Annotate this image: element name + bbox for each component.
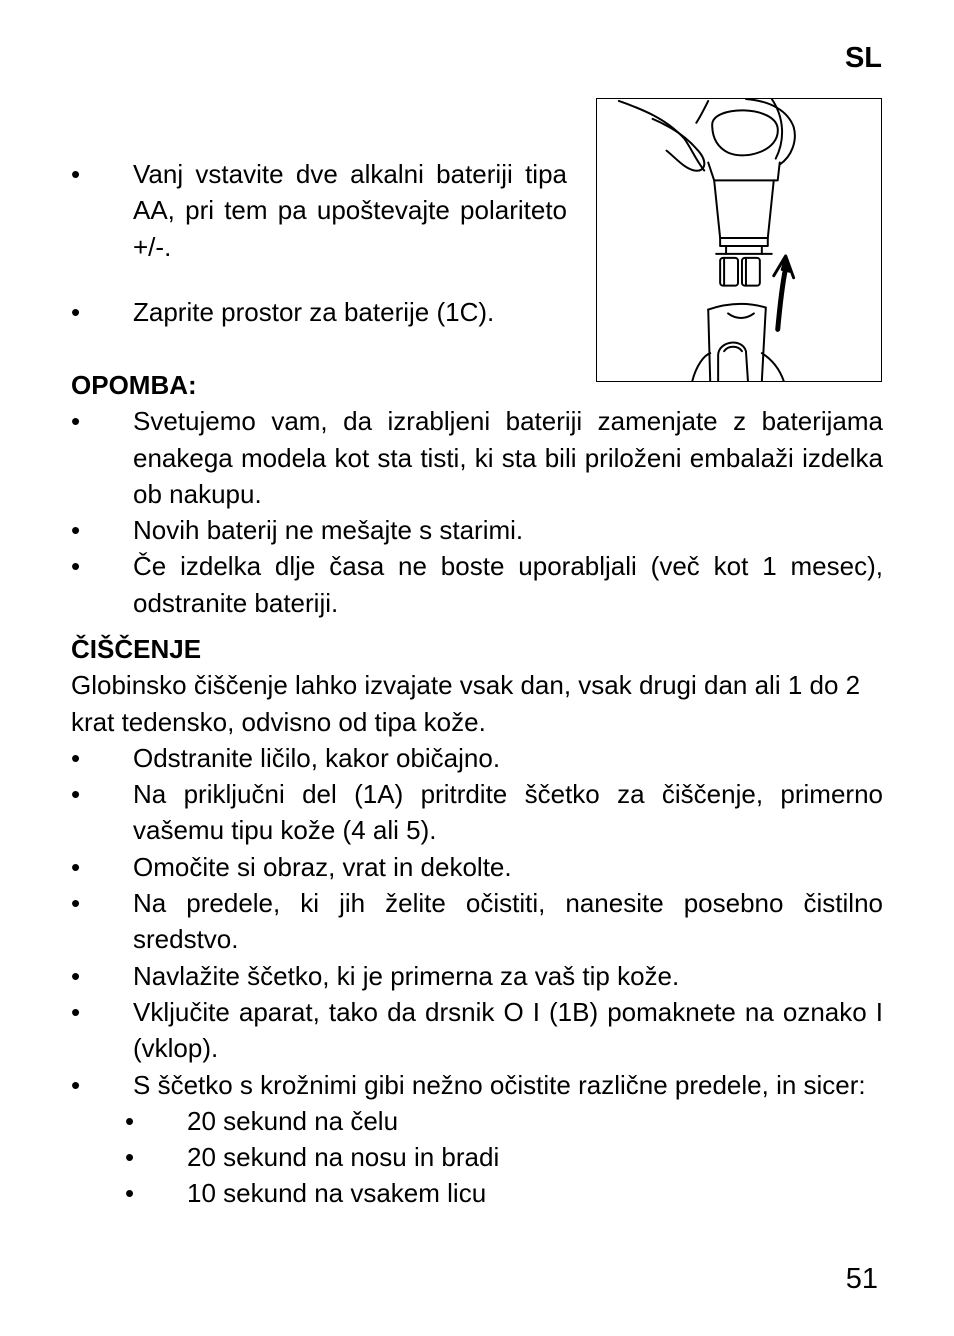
page-number: 51 — [845, 1263, 878, 1295]
language-code: SL — [844, 42, 882, 74]
list-item: • Svetujemo vam, da izrabljeni bateriji zamenjate z baterijama enakega modela kot sta tisti, ki sta bili priloženi embalaži izdelka ob nakupu. — [71, 403, 883, 512]
list-item: • Na priključni del (1A) pritrdite ščetko za čiščenje, primerno vašemu tipu kože (4 ali 5). — [71, 776, 883, 849]
list-item: • S ščetko s krožnimi gibi nežno očistite različne predele, in sicer: — [71, 1067, 883, 1103]
cleaning-intro: Globinsko čiščenje lahko izvajate vsak dan, vsak drugi dan ali 1 do 2 krat tedensko, odvisno od tipa kože. — [71, 670, 861, 737]
list-item: • Vanj vstavite dve alkalni bateriji tipa AA, pri tem pa upoštevajte polariteto +/-. — [71, 156, 567, 265]
list-item: • Če izdelka dlje časa ne boste uporabljali (več kot 1 mesec), odstranite bateriji. — [71, 548, 883, 621]
list-item: • Navlažite ščetko, ki je primerna za vaš tip kože. — [71, 958, 883, 994]
list-item: • Zaprite prostor za baterije (1C). — [71, 294, 567, 330]
sub-list-item: • 10 sekund na vsakem licu — [71, 1175, 883, 1211]
list-item: • Vključite aparat, tako da drsnik O I (1B) pomaknete na oznako I (vklop). — [71, 994, 883, 1067]
list-item: • Novih baterij ne mešajte s starimi. — [71, 512, 883, 548]
cleaning-heading: ČIŠČENJE — [71, 634, 202, 664]
sub-list-item: • 20 sekund na čelu — [71, 1103, 883, 1139]
sub-list-item: • 20 sekund na nosu in bradi — [71, 1139, 883, 1175]
list-item: • Na predele, ki jih želite očistiti, nanesite posebno čistilno sredstvo. — [71, 885, 883, 958]
note-section — [71, 367, 883, 621]
list-item: • Odstranite ličilo, kakor običajno. — [71, 740, 883, 776]
battery-insertion-illustration — [596, 98, 882, 382]
cleaning-section — [71, 631, 883, 1212]
note-heading: OPOMBA: — [71, 370, 197, 400]
battery-instructions — [71, 156, 567, 330]
list-item: • Omočite si obraz, vrat in dekolte. — [71, 849, 883, 885]
